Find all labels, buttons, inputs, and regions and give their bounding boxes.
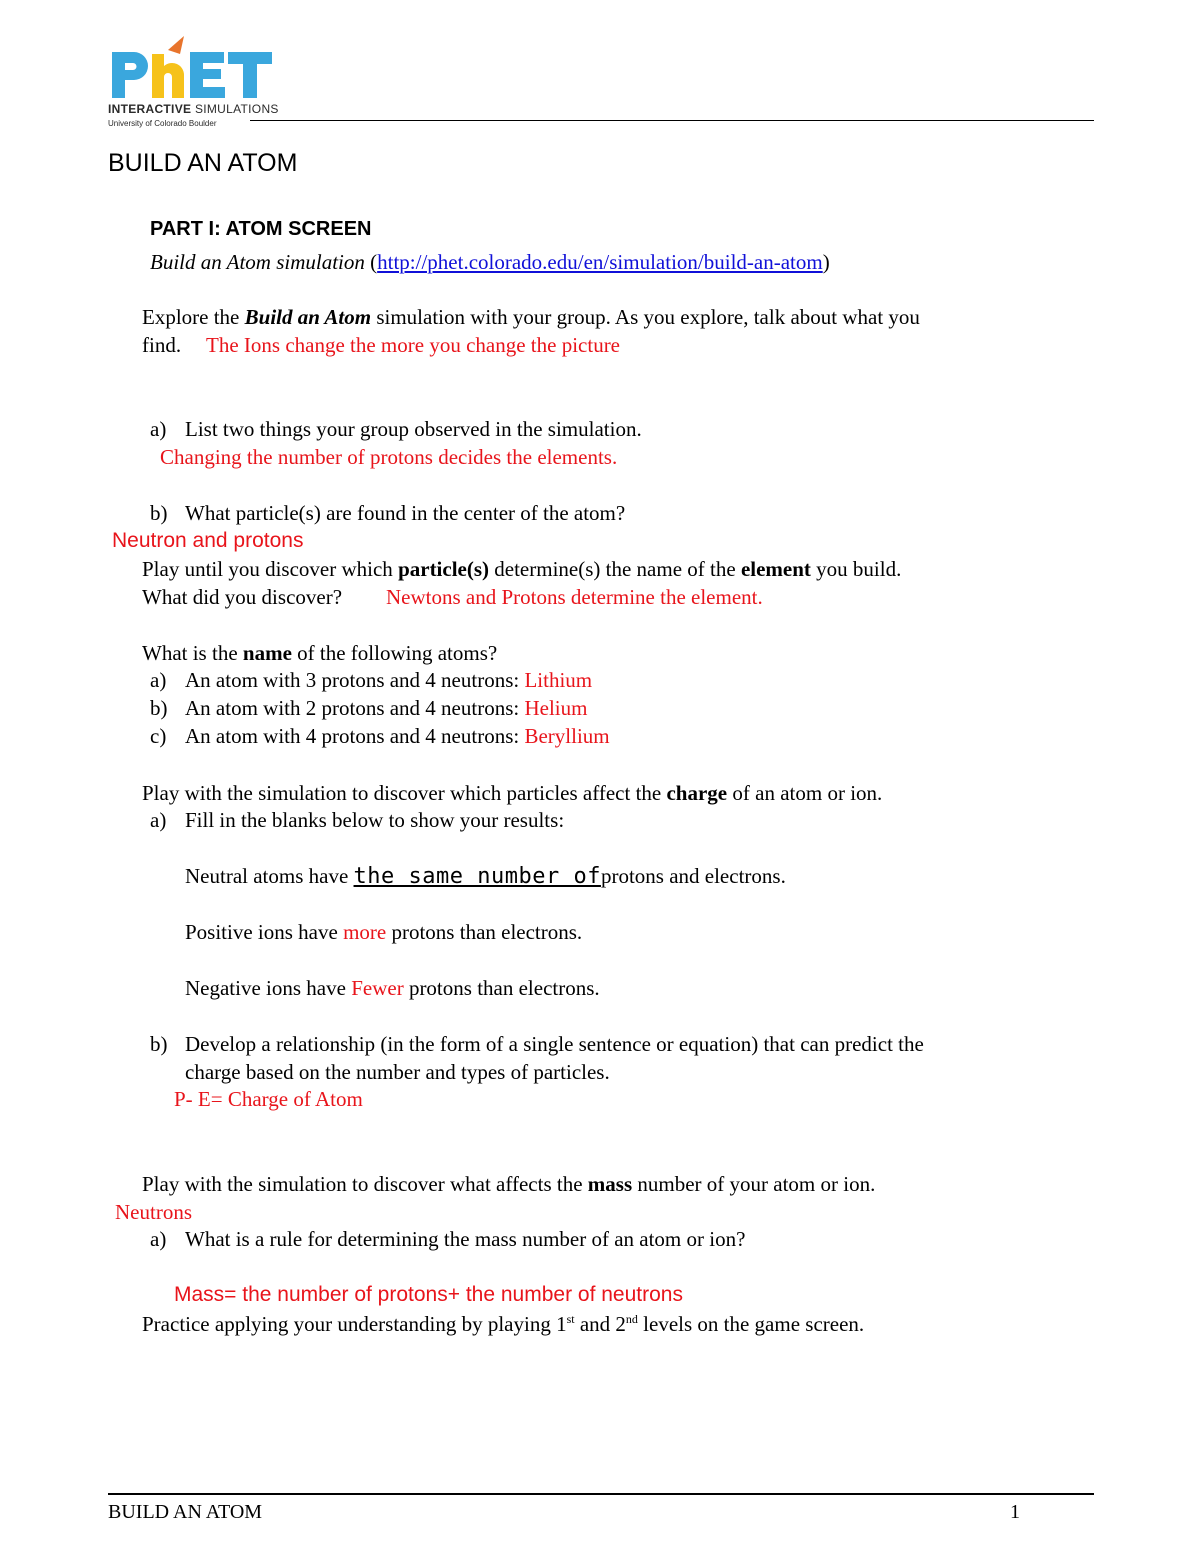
negative-line — [185, 974, 600, 1002]
discover-pre: Play until you discover which — [142, 557, 399, 581]
practice-sup1: st — [566, 1312, 575, 1326]
charge-b-line2: charge based on the number and types of particles. — [185, 1060, 610, 1084]
qa-answer: Changing the number of protons decides the elements. — [160, 445, 618, 469]
footer-rule — [108, 1493, 1094, 1495]
names-item-b-answer: Helium — [524, 696, 588, 720]
charge-b-answer: P- E= Charge of Atom — [174, 1087, 363, 1111]
charge-bold: charge — [666, 781, 728, 805]
part1-heading: PART I: ATOM SCREEN — [150, 218, 372, 240]
logo-tagline — [108, 102, 279, 116]
explore-answer: The Ions change the more you change the picture — [206, 333, 621, 357]
discover-mid: determine(s) the name of the — [489, 557, 741, 581]
discover-post: you build. — [810, 557, 902, 581]
names-item-a — [185, 666, 592, 694]
neutral-post: protons and electrons. — [600, 864, 786, 888]
positive-post: protons than electrons. — [386, 920, 583, 944]
names-item-a-text: An atom with 3 protons and 4 neutrons: — [185, 668, 520, 692]
negative-pre: Negative ions have — [185, 976, 352, 1000]
page-title: BUILD AN ATOM — [108, 149, 298, 177]
names-item-c — [185, 722, 610, 750]
sim-label: Build an Atom simulation — [150, 250, 365, 274]
discover-line1 — [142, 555, 901, 583]
sim-reference — [150, 248, 830, 276]
qa-question: List two things your group observed in the simulation. — [185, 417, 642, 441]
names-item-c-answer: Beryllium — [524, 724, 610, 748]
practice-pre: Practice applying your understanding by playing 1 — [142, 1312, 567, 1336]
positive-answer: more — [343, 920, 387, 944]
explore-pre: Explore the — [142, 305, 245, 329]
mass-post: number of your atom or ion. — [632, 1172, 876, 1196]
practice-line — [142, 1310, 864, 1338]
mass-bold: mass — [587, 1172, 633, 1196]
neutral-line — [185, 862, 786, 891]
names-item-a-marker: a) — [150, 668, 167, 692]
discover-question: What did you discover? — [142, 585, 343, 609]
neutral-pre: Neutral atoms have — [185, 864, 354, 888]
explore-line1 — [142, 303, 920, 331]
header-rule — [250, 120, 1094, 121]
practice-sup2: nd — [625, 1312, 638, 1326]
practice-post: levels on the game screen. — [637, 1312, 865, 1336]
sim-link[interactable]: http://phet.colorado.edu/en/simulation/build-an-atom — [377, 250, 823, 274]
explore-line2-text: find. — [142, 333, 182, 357]
discover-bold-particles: particle(s) — [398, 557, 490, 581]
discover-bold-element: element — [740, 557, 811, 581]
practice-mid: and 2 — [574, 1312, 626, 1336]
close-paren: ) — [822, 250, 830, 274]
footer-title: BUILD AN ATOM — [108, 1501, 263, 1523]
charge-b-line1: Develop a relationship (in the form of a single sentence or equation) that can predict the — [185, 1032, 924, 1056]
mass-pre: Play with the simulation to discover what affects the — [142, 1172, 588, 1196]
negative-answer: Fewer — [351, 976, 404, 1000]
names-bold: name — [242, 641, 292, 665]
names-item-c-text: An atom with 4 protons and 4 neutrons: — [185, 724, 520, 748]
names-item-b — [185, 694, 587, 722]
charge-prompt — [142, 779, 882, 807]
qb-answer: Neutron and protons — [112, 529, 304, 552]
mass-rule-answer: Mass= the number of protons+ the number of neutrons — [174, 1283, 683, 1306]
neutral-answer: the same number of — [353, 864, 601, 889]
names-item-b-marker: b) — [150, 696, 168, 720]
names-item-a-answer: Lithium — [524, 668, 593, 692]
charge-a-text: Fill in the blanks below to show your results: — [185, 808, 565, 832]
charge-b-marker: b) — [150, 1032, 168, 1056]
names-pre: What is the — [142, 641, 243, 665]
explore-line2 — [142, 331, 181, 359]
positive-line — [185, 918, 582, 946]
explore-post: simulation with your group. As you explore, talk about what you — [371, 305, 920, 329]
names-item-c-marker: c) — [150, 724, 167, 748]
logo-tagline-rest: SIMULATIONS — [194, 102, 279, 116]
names-post: of the following atoms? — [291, 641, 498, 665]
logo-tagline-bold: INTERACTIVE — [108, 102, 192, 116]
logo-university: University of Colorado Boulder — [108, 119, 217, 128]
mass-prompt — [142, 1170, 875, 1198]
qb-marker: b) — [150, 501, 168, 525]
names-prompt — [142, 639, 497, 667]
page-number: 1 — [1010, 1501, 1020, 1523]
qb-question: What particle(s) are found in the center of the atom? — [185, 501, 626, 525]
open-paren: ( — [364, 250, 378, 274]
mass-a-marker: a) — [150, 1227, 167, 1251]
charge-pre: Play with the simulation to discover which particles affect the — [142, 781, 667, 805]
negative-post: protons than electrons. — [403, 976, 600, 1000]
charge-a-marker: a) — [150, 808, 167, 832]
explore-sim-name: Build an Atom — [244, 305, 372, 329]
qa-marker: a) — [150, 417, 167, 441]
positive-pre: Positive ions have — [185, 920, 344, 944]
mass-a-text: What is a rule for determining the mass number of an atom or ion? — [185, 1227, 746, 1251]
charge-post: of an atom or ion. — [727, 781, 883, 805]
mass-answer-neutrons: Neutrons — [115, 1200, 192, 1224]
discover-line2 — [142, 583, 342, 611]
names-item-b-text: An atom with 2 protons and 4 neutrons: — [185, 696, 520, 720]
discover-answer: Newtons and Protons determine the element. — [386, 585, 763, 609]
